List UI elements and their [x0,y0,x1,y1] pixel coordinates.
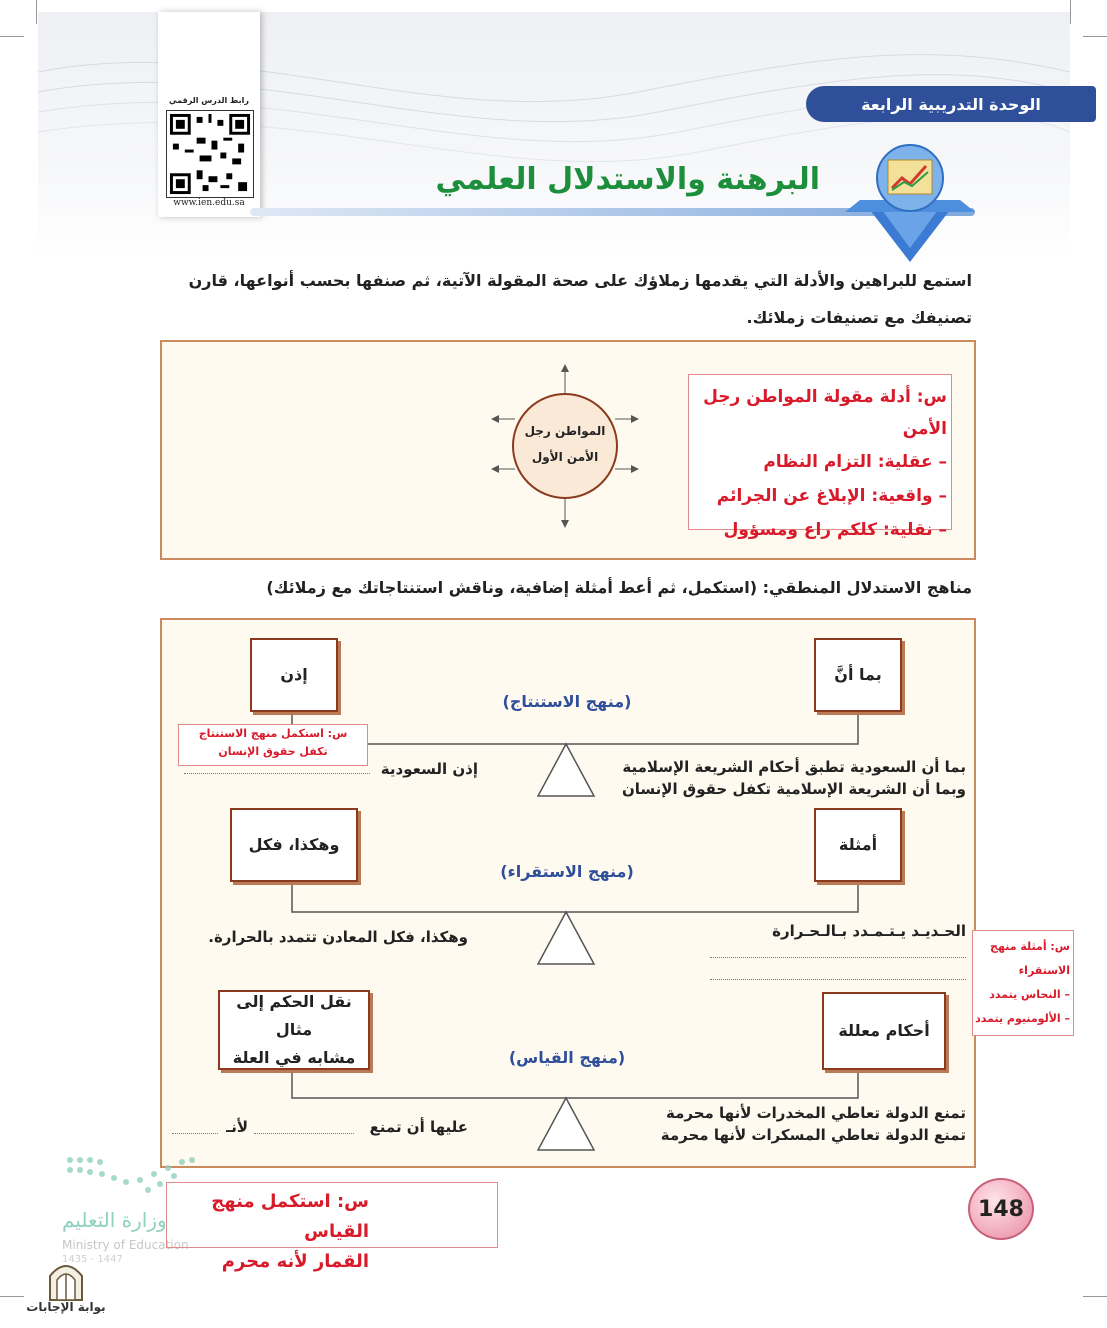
ministry-year: 1435 - 1447 [62,1254,123,1265]
concept-center-text [515,418,615,470]
intro-paragraph [150,262,972,336]
qr-url: www.ien.edu.sa [173,198,245,208]
deduction-premise-1: بما أن السعودية تطبق أحكام الشريعة الإسلامية [622,758,966,776]
center-line-2: الأمن الأول [531,450,599,464]
qr-card [158,12,260,217]
induction-method-label: (منهج الاستقراء) [500,862,634,881]
deduction-conclusion: إذن السعودية [380,760,478,778]
deduction-premise-2: وبما أن الشريعة الإسلامية تكفل حقوق الإنسان [621,780,966,798]
answer-line [710,956,966,958]
analogy-box-line-1: نقل الحكم إلى مثال [236,992,352,1039]
induction-answer-box [972,930,1074,1036]
deduction-answer-box [178,724,368,766]
unit-label-bar [806,86,1096,122]
analogy-answer-text: القمار لأنه محرم [221,1251,369,1272]
page-number-badge [968,1178,1034,1240]
induction-answer-item-1: – النحاس يتمدد [989,988,1070,1001]
answer-line [184,772,370,774]
analogy-conclusion-a: عليها أن تمنع [369,1118,468,1136]
qr-caption: رابط الدرس الرقمي [169,96,249,105]
chart-badge-icon [840,140,980,265]
analogy-premise-1: تمنع الدولة تعاطي المخدرات لأنها محرمة [666,1104,966,1122]
deduction-premise-box: بما أنَّ [814,638,902,712]
activity2-heading: مناهج الاستدلال المنطقي: (استكمل، ثم أعط أمثلة إضافية، وناقش استنتاجاتك مع زملائك) [266,578,972,597]
induction-conclusion: وهكذا، فكل المعادن تتمدد بالحرارة. [208,928,468,946]
activity2-box [160,618,976,1168]
induction-answer-item-2: – الألومنيوم يتمدد [975,1012,1070,1025]
crop-mark [1070,0,1071,24]
analogy-method-label: (منهج القياس) [508,1048,626,1067]
unit-label: الوحدة التدريبية الرابعة [861,94,1041,114]
crop-mark [1083,1296,1107,1297]
induction-conclusion-box: وهكذا، فكل [230,808,358,882]
activity1-box [160,340,976,560]
analogy-premise-2: تمنع الدولة تعاطي المسكرات لأنها محرمة [660,1126,966,1144]
answer-line [172,1132,218,1134]
analogy-premises [632,1102,966,1146]
center-line-1: المواطن رجل [524,424,606,438]
answer-item-1: – عقلية: التزام النظام [763,452,947,472]
induction-answer-question: س: أمثلة منهج الاستقراء [990,940,1070,977]
activity1-answer-box [688,374,952,540]
crop-mark [0,1296,24,1297]
intro-line-2: تصنيفك مع تصنيفات زملائك. [746,308,972,327]
induction-examples-box: أمثلة [814,808,902,882]
qr-code-icon[interactable] [166,110,254,198]
deduction-conclusion-box: إذن [250,638,338,712]
answer-line [254,1132,354,1134]
site-name: بوابة الإجابات [26,1300,106,1314]
deduction-answer-question: س: استكمل منهج الاستنتاج [198,727,348,740]
deduction-method-label: (منهج الاستنتاج) [502,692,632,711]
crop-mark [1083,36,1107,37]
crop-mark [0,36,24,37]
lesson-title: البرهنة والاستدلال العلمي [435,162,820,197]
ministry-name-en: Ministry of Education [62,1238,189,1252]
analogy-answer-question: س: استكمل منهج القياس [211,1191,369,1242]
page-number: 148 [978,1196,1024,1222]
analogy-rule-box: أحكام معللة [822,992,946,1070]
deduction-premises [602,756,966,800]
analogy-box-line-2: مشابه في العلة [232,1048,356,1067]
crop-mark [36,0,37,24]
answer-item-3: – نقلية: كلكم راع ومسؤول [723,520,947,540]
analogy-conclusion-b: لأنـ [226,1118,248,1136]
deduction-answer-text: تكفل حقوق الإنسان [218,745,328,758]
induction-example-1: الحـديـد يـتـمـدد بـالـحـرارة [772,922,966,940]
analogy-answer-box [166,1182,498,1272]
intro-line-1: استمع للبراهين والأدلة التي يقدمها زملاؤك على صحة المقولة الآتية، ثم صنفها بحسب أنواعها، قارن [188,271,972,290]
ministry-name-ar: وزارة التعليم [62,1208,167,1232]
answer-item-2: – واقعية: الإبلاغ عن الجرائم [716,486,947,506]
analogy-transfer-box [218,990,370,1070]
site-logo-icon [44,1256,88,1302]
answer-question: س: أدلة مقولة المواطن رجل الأمن [703,387,947,439]
answer-line [710,978,966,980]
